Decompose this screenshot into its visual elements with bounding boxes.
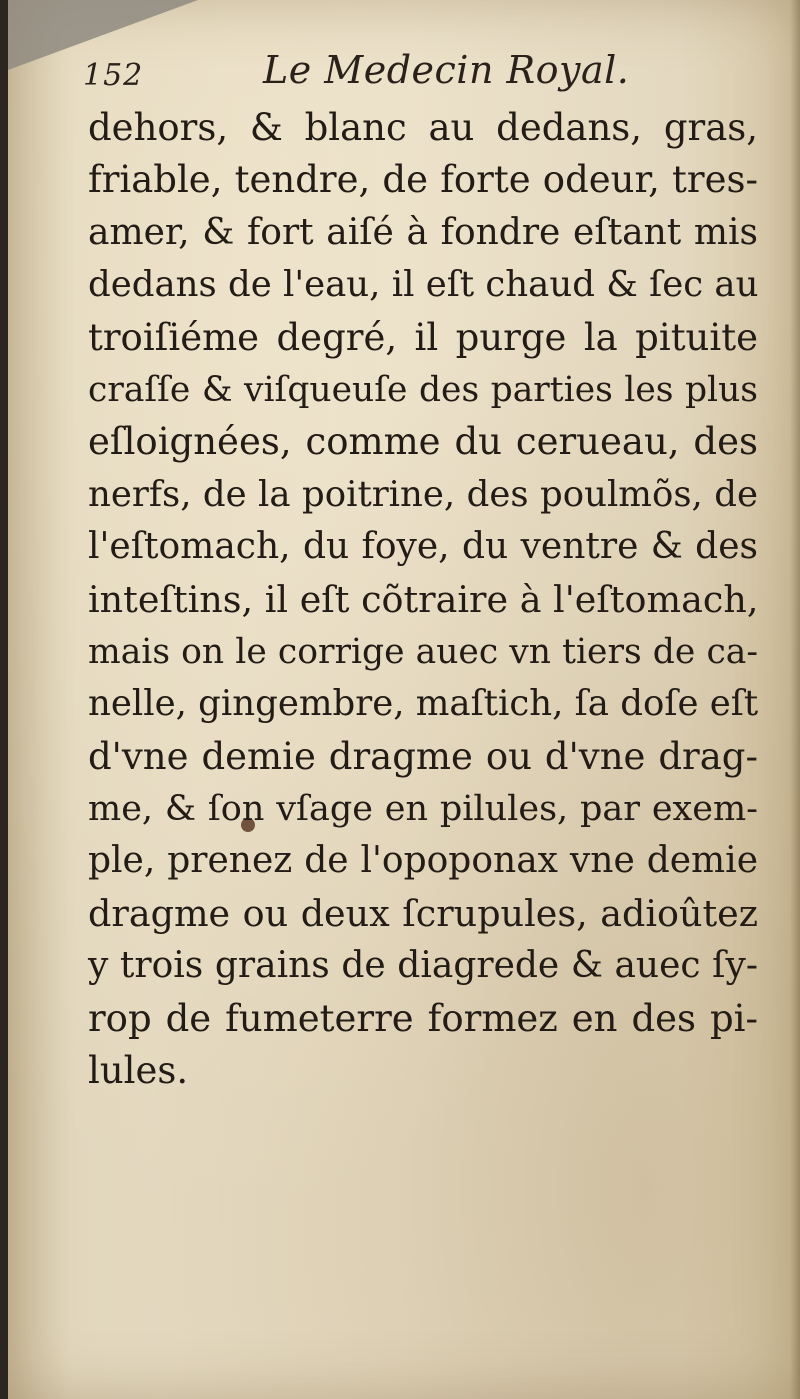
- text-line: me, & ſon vſage en pilules, par exem-: [88, 789, 758, 830]
- text-line: friable, tendre, de forte odeur, tres-: [88, 158, 758, 202]
- text-line: inteſtins, il eſt cõtraire à l'eſtomach,: [88, 577, 759, 621]
- running-head: [83, 48, 763, 98]
- text-line: dehors, & blanc au dedans, gras,: [88, 106, 758, 149]
- text-line: rop de fumeterre formez en des pi-: [88, 996, 758, 1040]
- text-line: eſloignées, comme du cerueau, des: [88, 420, 758, 464]
- text-line: y trois grains de diagrede & auec ſy-: [88, 945, 758, 987]
- text-line: mais on le corrige auec vn tiers de ca-: [88, 631, 758, 672]
- text-line: nelle, gingembre, maſtich, ſa doſe eſt: [88, 683, 759, 725]
- book-page: [8, 0, 800, 1399]
- text-line: craſſe & viſqueuſe des parties les plus: [88, 369, 758, 410]
- text-line: dedans de l'eau, il eſt chaud & ſec au: [88, 264, 759, 306]
- text-line: amer, & fort aiſé à fondre eſtant mis: [88, 211, 758, 253]
- text-line: d'vne demie dragme ou d'vne drag-: [88, 734, 758, 778]
- page-number: 152: [83, 58, 144, 93]
- running-title: Le Medecin Royal.: [263, 48, 630, 92]
- text-line: dragme ou deux ſcrupules, adioûtez: [88, 891, 758, 935]
- body-text: [88, 102, 758, 1097]
- page-edge-shadow: [790, 0, 800, 1399]
- text-line-last: lules.: [88, 1049, 189, 1093]
- text-line: troiſiéme degré, il purge la pituite: [88, 315, 758, 359]
- text-line: nerfs, de la poitrine, des poulmõs, de: [88, 473, 758, 515]
- text-line: ple, prenez de l'opoponax vne demie: [88, 840, 758, 882]
- text-line: l'eſtomach, du foye, du ventre & des: [88, 526, 758, 568]
